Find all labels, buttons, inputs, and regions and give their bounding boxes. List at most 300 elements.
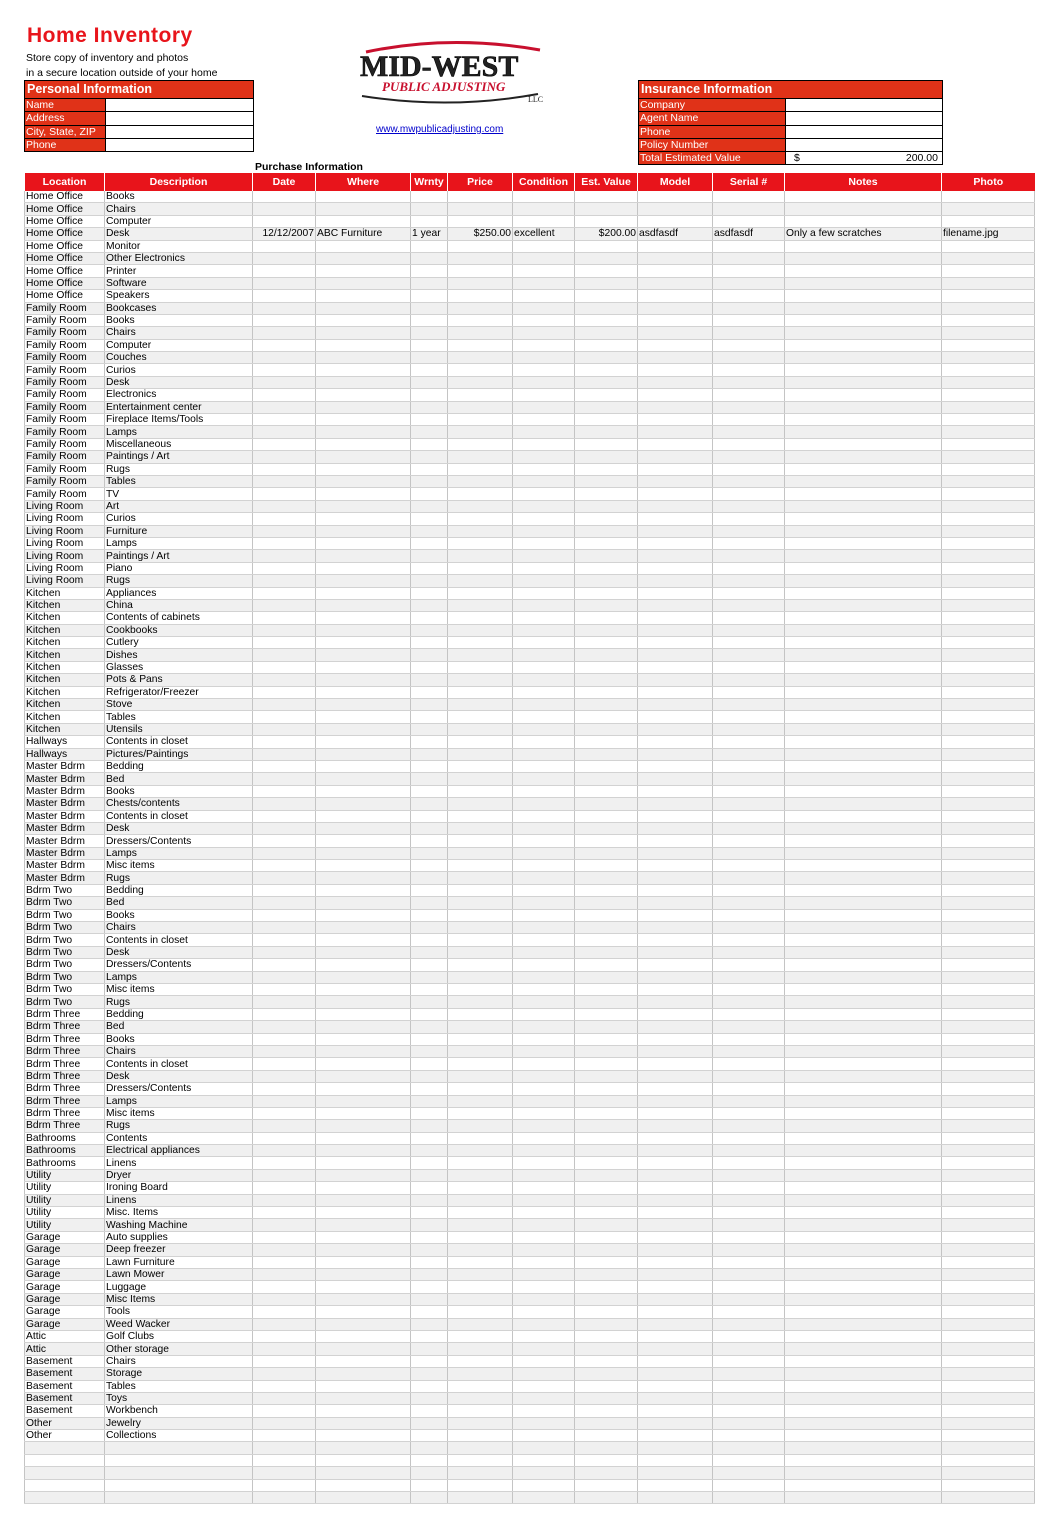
cell-photo[interactable]	[942, 1405, 1035, 1417]
cell-warranty[interactable]	[411, 661, 448, 673]
cell-model[interactable]	[638, 550, 713, 562]
cell-date[interactable]	[253, 1033, 316, 1045]
cell-notes[interactable]	[785, 1182, 942, 1194]
cell-location[interactable]: Garage	[25, 1256, 105, 1268]
cell-notes[interactable]	[785, 277, 942, 289]
cell-price[interactable]	[448, 475, 513, 487]
cell-price[interactable]	[448, 1145, 513, 1157]
cell-condition[interactable]	[513, 1008, 575, 1020]
cell-est-value[interactable]	[575, 1132, 638, 1144]
cell-photo[interactable]	[942, 1454, 1035, 1466]
cell-warranty[interactable]	[411, 699, 448, 711]
cell-warranty[interactable]	[411, 723, 448, 735]
cell-est-value[interactable]	[575, 1492, 638, 1504]
cell-serial[interactable]	[713, 1479, 785, 1491]
cell-serial[interactable]	[713, 1231, 785, 1243]
cell-price[interactable]	[448, 1318, 513, 1330]
cell-est-value[interactable]	[575, 203, 638, 215]
cell-where[interactable]	[316, 290, 411, 302]
cell-date[interactable]	[253, 562, 316, 574]
cell-notes[interactable]	[785, 575, 942, 587]
cell-description[interactable]: Stove	[105, 699, 253, 711]
cell-model[interactable]	[638, 996, 713, 1008]
cell-description[interactable]: Contents in closet	[105, 736, 253, 748]
cell-notes[interactable]	[785, 1318, 942, 1330]
cell-serial[interactable]	[713, 612, 785, 624]
cell-notes[interactable]	[785, 1454, 942, 1466]
cell-condition[interactable]	[513, 847, 575, 859]
cell-photo[interactable]	[942, 513, 1035, 525]
cell-condition[interactable]	[513, 191, 575, 203]
cell-price[interactable]	[448, 736, 513, 748]
cell-warranty[interactable]	[411, 1467, 448, 1479]
cell-description[interactable]: Appliances	[105, 587, 253, 599]
cell-condition[interactable]	[513, 1405, 575, 1417]
cell-notes[interactable]	[785, 451, 942, 463]
cell-warranty[interactable]	[411, 1343, 448, 1355]
cell-model[interactable]	[638, 699, 713, 711]
cell-location[interactable]: Living Room	[25, 500, 105, 512]
cell-warranty[interactable]	[411, 1244, 448, 1256]
cell-model[interactable]	[638, 451, 713, 463]
cell-notes[interactable]	[785, 699, 942, 711]
cell-condition[interactable]	[513, 822, 575, 834]
cell-location[interactable]: Bdrm Two	[25, 922, 105, 934]
cell-date[interactable]	[253, 1330, 316, 1342]
cell-notes[interactable]	[785, 1281, 942, 1293]
cell-serial[interactable]	[713, 1417, 785, 1429]
cell-est-value[interactable]	[575, 240, 638, 252]
cell-price[interactable]	[448, 946, 513, 958]
cell-model[interactable]	[638, 562, 713, 574]
cell-date[interactable]	[253, 1442, 316, 1454]
cell-location[interactable]: Bdrm Two	[25, 934, 105, 946]
cell-notes[interactable]	[785, 1058, 942, 1070]
cell-photo[interactable]	[942, 1231, 1035, 1243]
cell-notes[interactable]	[785, 822, 942, 834]
cell-description[interactable]: Contents in closet	[105, 810, 253, 822]
cell-notes[interactable]	[785, 463, 942, 475]
cell-where[interactable]	[316, 389, 411, 401]
cell-location[interactable]: Utility	[25, 1182, 105, 1194]
cell-est-value[interactable]	[575, 835, 638, 847]
cell-location[interactable]: Bdrm Three	[25, 1045, 105, 1057]
cell-warranty[interactable]	[411, 1070, 448, 1082]
cell-date[interactable]	[253, 252, 316, 264]
column-header-location[interactable]: Location	[25, 173, 105, 191]
cell-description[interactable]: Dressers/Contents	[105, 835, 253, 847]
cell-warranty[interactable]	[411, 525, 448, 537]
cell-where[interactable]	[316, 562, 411, 574]
cell-model[interactable]	[638, 488, 713, 500]
cell-location[interactable]: Master Bdrm	[25, 785, 105, 797]
cell-price[interactable]	[448, 537, 513, 549]
cell-location[interactable]: Kitchen	[25, 674, 105, 686]
cell-est-value[interactable]	[575, 1467, 638, 1479]
cell-notes[interactable]	[785, 302, 942, 314]
cell-warranty[interactable]	[411, 1479, 448, 1491]
cell-serial[interactable]	[713, 760, 785, 772]
cell-warranty[interactable]	[411, 922, 448, 934]
cell-photo[interactable]	[942, 1132, 1035, 1144]
cell-warranty[interactable]	[411, 537, 448, 549]
cell-est-value[interactable]	[575, 475, 638, 487]
cell-condition[interactable]	[513, 1244, 575, 1256]
cell-location[interactable]: Utility	[25, 1207, 105, 1219]
cell-serial[interactable]	[713, 1008, 785, 1020]
cell-notes[interactable]	[785, 339, 942, 351]
cell-where[interactable]	[316, 1392, 411, 1404]
cell-notes[interactable]	[785, 711, 942, 723]
cell-photo[interactable]	[942, 798, 1035, 810]
cell-condition[interactable]	[513, 587, 575, 599]
cell-condition[interactable]	[513, 451, 575, 463]
cell-where[interactable]	[316, 277, 411, 289]
cell-location[interactable]: Bdrm Three	[25, 1021, 105, 1033]
cell-notes[interactable]	[785, 909, 942, 921]
cell-est-value[interactable]	[575, 314, 638, 326]
cell-price[interactable]	[448, 1083, 513, 1095]
cell-serial[interactable]	[713, 860, 785, 872]
cell-warranty[interactable]	[411, 860, 448, 872]
cell-location[interactable]: Master Bdrm	[25, 798, 105, 810]
cell-photo[interactable]	[942, 959, 1035, 971]
cell-description[interactable]: Contents in closet	[105, 1058, 253, 1070]
cell-warranty[interactable]	[411, 364, 448, 376]
cell-photo[interactable]	[942, 909, 1035, 921]
cell-warranty[interactable]	[411, 215, 448, 227]
cell-est-value[interactable]	[575, 1268, 638, 1280]
cell-price[interactable]	[448, 847, 513, 859]
cell-photo[interactable]	[942, 1021, 1035, 1033]
cell-model[interactable]	[638, 1231, 713, 1243]
cell-est-value[interactable]	[575, 1330, 638, 1342]
cell-date[interactable]	[253, 277, 316, 289]
cell-warranty[interactable]	[411, 1330, 448, 1342]
cell-price[interactable]	[448, 451, 513, 463]
cell-serial[interactable]	[713, 1392, 785, 1404]
cell-where[interactable]	[316, 1095, 411, 1107]
cell-where[interactable]	[316, 1083, 411, 1095]
cell-model[interactable]	[638, 463, 713, 475]
cell-date[interactable]	[253, 1207, 316, 1219]
cell-serial[interactable]	[713, 909, 785, 921]
cell-photo[interactable]	[942, 1330, 1035, 1342]
cell-condition[interactable]	[513, 946, 575, 958]
cell-condition[interactable]	[513, 637, 575, 649]
cell-photo[interactable]	[942, 1182, 1035, 1194]
cell-model[interactable]	[638, 934, 713, 946]
cell-price[interactable]	[448, 1021, 513, 1033]
cell-notes[interactable]	[785, 475, 942, 487]
cell-est-value[interactable]	[575, 1368, 638, 1380]
cell-serial[interactable]	[713, 637, 785, 649]
cell-description[interactable]: Furniture	[105, 525, 253, 537]
cell-model[interactable]	[638, 414, 713, 426]
cell-date[interactable]	[253, 314, 316, 326]
cell-date[interactable]	[253, 1182, 316, 1194]
cell-location[interactable]: Bdrm Three	[25, 1008, 105, 1020]
cell-model[interactable]	[638, 1219, 713, 1231]
cell-description[interactable]: Bed	[105, 897, 253, 909]
cell-est-value[interactable]	[575, 438, 638, 450]
cell-where[interactable]	[316, 215, 411, 227]
cell-price[interactable]	[448, 290, 513, 302]
cell-serial[interactable]	[713, 1021, 785, 1033]
cell-price[interactable]	[448, 1355, 513, 1367]
cell-notes[interactable]	[785, 661, 942, 673]
cell-price[interactable]	[448, 215, 513, 227]
cell-photo[interactable]	[942, 723, 1035, 735]
cell-notes[interactable]	[785, 1169, 942, 1181]
cell-notes[interactable]	[785, 240, 942, 252]
cell-condition[interactable]	[513, 711, 575, 723]
cell-where[interactable]	[316, 822, 411, 834]
cell-serial[interactable]	[713, 1492, 785, 1504]
cell-date[interactable]	[253, 798, 316, 810]
cell-photo[interactable]	[942, 376, 1035, 388]
cell-price[interactable]	[448, 203, 513, 215]
cell-where[interactable]	[316, 252, 411, 264]
cell-photo[interactable]	[942, 1430, 1035, 1442]
cell-price[interactable]	[448, 798, 513, 810]
cell-price[interactable]	[448, 1430, 513, 1442]
cell-notes[interactable]	[785, 637, 942, 649]
cell-where[interactable]	[316, 426, 411, 438]
cell-date[interactable]	[253, 1380, 316, 1392]
cell-warranty[interactable]	[411, 760, 448, 772]
cell-est-value[interactable]	[575, 587, 638, 599]
cell-description[interactable]: Dishes	[105, 649, 253, 661]
cell-where[interactable]	[316, 500, 411, 512]
cell-condition[interactable]	[513, 525, 575, 537]
column-header-photo[interactable]: Photo	[942, 173, 1035, 191]
cell-notes[interactable]	[785, 1244, 942, 1256]
cell-model[interactable]	[638, 860, 713, 872]
cell-description[interactable]: Monitor	[105, 240, 253, 252]
cell-description[interactable]: Pictures/Paintings	[105, 748, 253, 760]
cell-description[interactable]: Lamps	[105, 971, 253, 983]
cell-serial[interactable]	[713, 1355, 785, 1367]
cell-condition[interactable]	[513, 1033, 575, 1045]
cell-condition[interactable]	[513, 909, 575, 921]
cell-condition[interactable]	[513, 1442, 575, 1454]
cell-location[interactable]: Master Bdrm	[25, 835, 105, 847]
cell-warranty[interactable]	[411, 1454, 448, 1466]
cell-location[interactable]: Home Office	[25, 290, 105, 302]
cell-price[interactable]	[448, 760, 513, 772]
cell-warranty[interactable]	[411, 1392, 448, 1404]
cell-model[interactable]	[638, 1417, 713, 1429]
cell-photo[interactable]	[942, 1008, 1035, 1020]
cell-price[interactable]	[448, 438, 513, 450]
cell-location[interactable]: Family Room	[25, 327, 105, 339]
cell-model[interactable]	[638, 810, 713, 822]
cell-serial[interactable]	[713, 240, 785, 252]
cell-description[interactable]: Dressers/Contents	[105, 1083, 253, 1095]
cell-notes[interactable]	[785, 1145, 942, 1157]
cell-where[interactable]	[316, 513, 411, 525]
cell-serial[interactable]	[713, 959, 785, 971]
cell-location[interactable]: Master Bdrm	[25, 810, 105, 822]
cell-where[interactable]	[316, 1368, 411, 1380]
cell-photo[interactable]	[942, 277, 1035, 289]
cell-condition[interactable]	[513, 426, 575, 438]
cell-est-value[interactable]	[575, 252, 638, 264]
cell-location[interactable]: Other	[25, 1430, 105, 1442]
cell-photo[interactable]	[942, 946, 1035, 958]
cell-serial[interactable]	[713, 872, 785, 884]
cell-where[interactable]	[316, 637, 411, 649]
cell-description[interactable]: Lamps	[105, 1095, 253, 1107]
cell-condition[interactable]	[513, 748, 575, 760]
cell-model[interactable]	[638, 897, 713, 909]
cell-model[interactable]	[638, 661, 713, 673]
cell-location[interactable]: Family Room	[25, 414, 105, 426]
cell-price[interactable]	[448, 711, 513, 723]
cell-notes[interactable]	[785, 1083, 942, 1095]
cell-notes[interactable]	[785, 537, 942, 549]
cell-photo[interactable]	[942, 1467, 1035, 1479]
cell-date[interactable]	[253, 1306, 316, 1318]
cell-date[interactable]	[253, 1008, 316, 1020]
cell-date[interactable]	[253, 1281, 316, 1293]
cell-condition[interactable]	[513, 1021, 575, 1033]
cell-notes[interactable]	[785, 1268, 942, 1280]
cell-model[interactable]	[638, 575, 713, 587]
cell-where[interactable]	[316, 401, 411, 413]
cell-price[interactable]	[448, 488, 513, 500]
cell-location[interactable]: Living Room	[25, 575, 105, 587]
cell-condition[interactable]	[513, 352, 575, 364]
cell-date[interactable]	[253, 785, 316, 797]
cell-date[interactable]	[253, 215, 316, 227]
cell-notes[interactable]	[785, 1231, 942, 1243]
cell-location[interactable]: Kitchen	[25, 723, 105, 735]
cell-description[interactable]: Bed	[105, 1021, 253, 1033]
cell-photo[interactable]	[942, 1033, 1035, 1045]
cell-where[interactable]	[316, 1058, 411, 1070]
cell-price[interactable]	[448, 265, 513, 277]
cell-price[interactable]	[448, 822, 513, 834]
cell-description[interactable]: Bedding	[105, 884, 253, 896]
cell-model[interactable]	[638, 240, 713, 252]
cell-notes[interactable]	[785, 674, 942, 686]
cell-price[interactable]	[448, 277, 513, 289]
cell-location[interactable]	[25, 1479, 105, 1491]
cell-date[interactable]	[253, 686, 316, 698]
cell-location[interactable]: Attic	[25, 1343, 105, 1355]
cell-serial[interactable]	[713, 364, 785, 376]
cell-where[interactable]	[316, 1430, 411, 1442]
column-header-condition[interactable]: Condition	[513, 173, 575, 191]
cell-serial[interactable]	[713, 686, 785, 698]
cell-price[interactable]	[448, 723, 513, 735]
cell-date[interactable]	[253, 1058, 316, 1070]
cell-date[interactable]	[253, 922, 316, 934]
cell-date[interactable]	[253, 426, 316, 438]
cell-price[interactable]	[448, 463, 513, 475]
cell-model[interactable]	[638, 1380, 713, 1392]
cell-location[interactable]: Kitchen	[25, 649, 105, 661]
cell-condition[interactable]	[513, 1219, 575, 1231]
cell-warranty[interactable]	[411, 971, 448, 983]
cell-photo[interactable]	[942, 1083, 1035, 1095]
cell-description[interactable]: Weed Wacker	[105, 1318, 253, 1330]
cell-where[interactable]	[316, 1244, 411, 1256]
cell-price[interactable]	[448, 934, 513, 946]
cell-location[interactable]: Kitchen	[25, 587, 105, 599]
cell-date[interactable]	[253, 1268, 316, 1280]
cell-warranty[interactable]	[411, 352, 448, 364]
cell-date[interactable]	[253, 736, 316, 748]
cell-condition[interactable]	[513, 1430, 575, 1442]
cell-photo[interactable]	[942, 240, 1035, 252]
cell-notes[interactable]	[785, 773, 942, 785]
cell-est-value[interactable]	[575, 500, 638, 512]
cell-location[interactable]: Master Bdrm	[25, 860, 105, 872]
cell-model[interactable]	[638, 748, 713, 760]
cell-model[interactable]	[638, 401, 713, 413]
cell-notes[interactable]	[785, 376, 942, 388]
cell-photo[interactable]	[942, 1380, 1035, 1392]
cell-date[interactable]	[253, 996, 316, 1008]
cell-price[interactable]	[448, 1107, 513, 1119]
cell-condition[interactable]	[513, 624, 575, 636]
cell-price[interactable]	[448, 327, 513, 339]
cell-condition[interactable]	[513, 265, 575, 277]
cell-serial[interactable]	[713, 376, 785, 388]
cell-warranty[interactable]	[411, 1268, 448, 1280]
cell-photo[interactable]	[942, 674, 1035, 686]
cell-location[interactable]: Utility	[25, 1219, 105, 1231]
cell-condition[interactable]	[513, 984, 575, 996]
cell-serial[interactable]	[713, 1281, 785, 1293]
cell-serial[interactable]	[713, 290, 785, 302]
cell-date[interactable]	[253, 599, 316, 611]
cell-where[interactable]	[316, 872, 411, 884]
cell-photo[interactable]	[942, 637, 1035, 649]
cell-est-value[interactable]	[575, 897, 638, 909]
cell-date[interactable]	[253, 872, 316, 884]
cell-description[interactable]: China	[105, 599, 253, 611]
cell-location[interactable]: Bdrm Two	[25, 996, 105, 1008]
cell-photo[interactable]	[942, 760, 1035, 772]
cell-model[interactable]	[638, 649, 713, 661]
cell-where[interactable]	[316, 1306, 411, 1318]
cell-est-value[interactable]	[575, 959, 638, 971]
cell-warranty[interactable]	[411, 835, 448, 847]
cell-price[interactable]	[448, 1120, 513, 1132]
cell-date[interactable]	[253, 1392, 316, 1404]
cell-warranty[interactable]	[411, 1219, 448, 1231]
cell-condition[interactable]	[513, 550, 575, 562]
cell-warranty[interactable]	[411, 290, 448, 302]
cell-photo[interactable]	[942, 352, 1035, 364]
website-link[interactable]: www.mwpublicadjusting.com	[376, 124, 504, 135]
cell-notes[interactable]	[785, 1293, 942, 1305]
cell-photo[interactable]	[942, 290, 1035, 302]
cell-notes[interactable]	[785, 1330, 942, 1342]
cell-serial[interactable]	[713, 1145, 785, 1157]
cell-notes[interactable]	[785, 525, 942, 537]
cell-location[interactable]: Garage	[25, 1281, 105, 1293]
cell-est-value[interactable]	[575, 451, 638, 463]
cell-warranty[interactable]	[411, 1405, 448, 1417]
cell-price[interactable]	[448, 426, 513, 438]
cell-condition[interactable]	[513, 562, 575, 574]
cell-description[interactable]: Rugs	[105, 872, 253, 884]
